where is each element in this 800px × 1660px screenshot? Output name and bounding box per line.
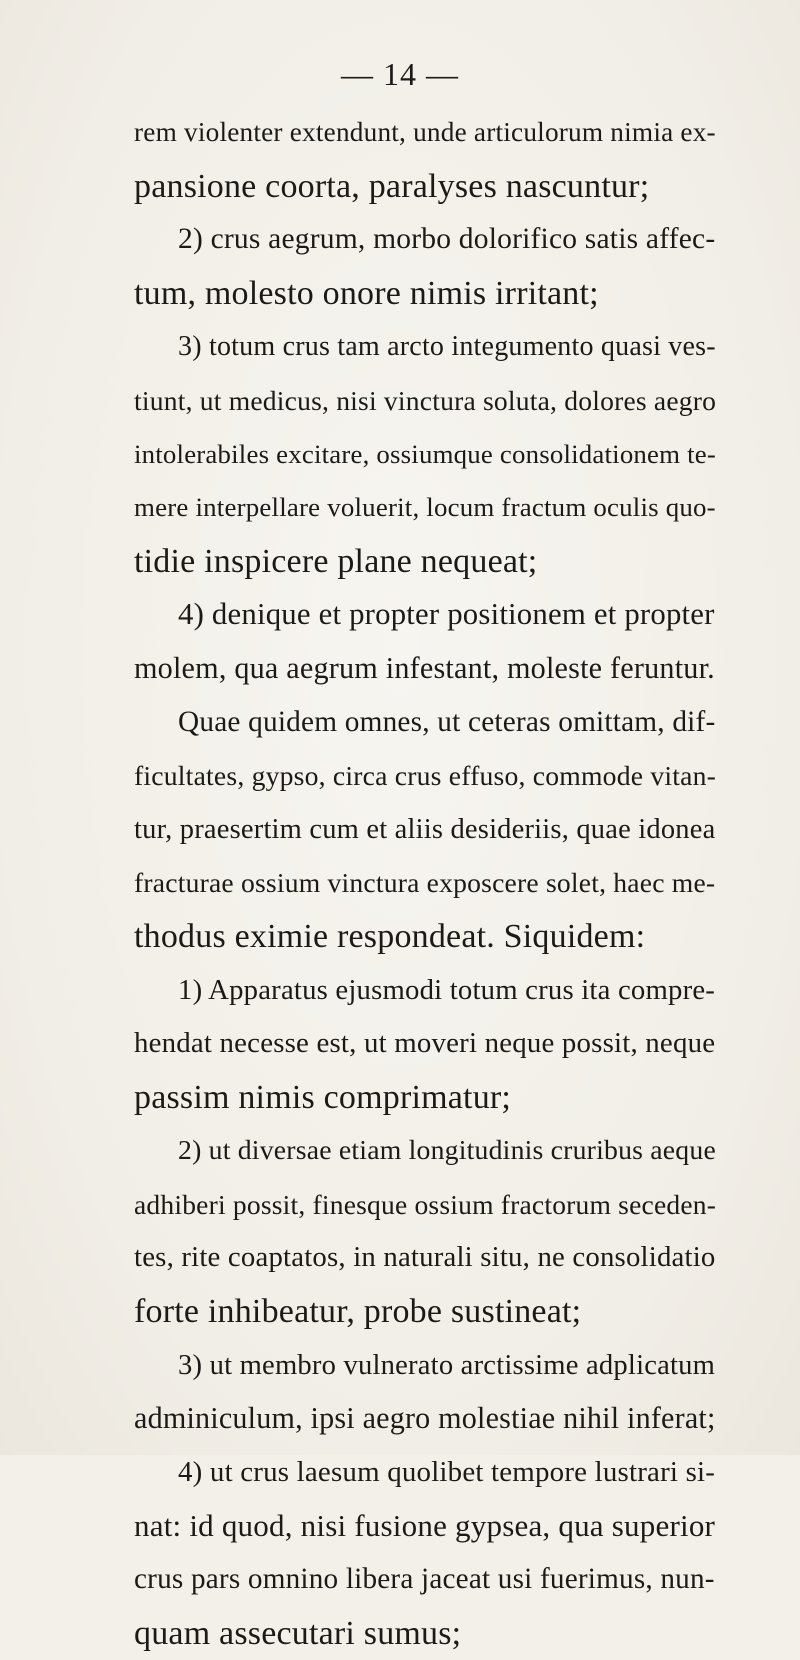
body-text	[134, 106, 717, 1660]
text-line: tidie inspicere plane nequeat;	[134, 542, 538, 580]
text-line: 2) crus aegrum, morbo dolorifico satis affec-	[178, 223, 716, 256]
text-line: tur, praesertim cum et aliis desideriis, quae idonea	[134, 813, 716, 845]
text-line: hendat necesse est, ut moveri neque possit, neque	[134, 1027, 716, 1060]
text-line: tiunt, ut medicus, nisi vinctura soluta, dolores aegro	[134, 384, 717, 416]
text-line: tum, molesto onore nimis irritant;	[134, 274, 599, 312]
text-line: adminiculum, ipsi aegro molestiae nihil inferat;	[134, 1401, 716, 1436]
text-line: nat: id quod, nisi fusione gypsea, qua superior	[134, 1508, 716, 1544]
text-line: 2) ut diversae etiam longitudinis cruribus aeque	[178, 1135, 716, 1167]
text-line: Quae quidem omnes, ut ceteras omittam, dif-	[178, 705, 716, 738]
text-line: pansione coorta, paralyses nascuntur;	[134, 167, 650, 205]
text-line: crus pars omnino libera jaceat usi fuerimus, nun-	[134, 1563, 715, 1596]
page-number: — 14 —	[341, 56, 459, 92]
text-line: intolerabiles excitare, ossiumque consolidationem te-	[134, 438, 717, 469]
text-line: passim nimis comprimatur;	[134, 1078, 512, 1116]
text-line: ficultates, gypso, circa crus effuso, commode vitan-	[134, 760, 717, 792]
text-line: thodus eximie respondeat. Siquidem:	[134, 917, 646, 955]
text-line: mere interpellare voluerit, locum fractum oculis quo-	[134, 492, 716, 523]
text-line: 3) totum crus tam arcto integumento quasi ves-	[178, 331, 716, 363]
text-line: fracturae ossium vinctura exposcere solet, haec me-	[134, 867, 716, 899]
text-line: 1) Apparatus ejusmodi totum crus ita compre-	[178, 973, 716, 1006]
text-line: quam assecutari sumus;	[134, 1614, 462, 1652]
text-line: 3) ut membro vulnerato arctissime adplicatum	[178, 1349, 716, 1381]
text-line: 4) denique et propter positionem et propter	[178, 597, 715, 632]
text-line: adhiberi possit, finesque ossium fractorum seceden-	[134, 1188, 717, 1220]
text-line: 4) ut crus laesum quolibet tempore lustrari si-	[178, 1455, 716, 1488]
text-line: forte inhibeatur, probe sustineat;	[134, 1293, 582, 1331]
text-line: rem violenter extendunt, unde articulorum nimia ex-	[134, 117, 716, 147]
text-line: tes, rite coaptatos, in naturali situ, ne consolidatio	[134, 1241, 716, 1274]
text-line: molem, qua aegrum infestant, moleste feruntur.	[134, 650, 715, 685]
